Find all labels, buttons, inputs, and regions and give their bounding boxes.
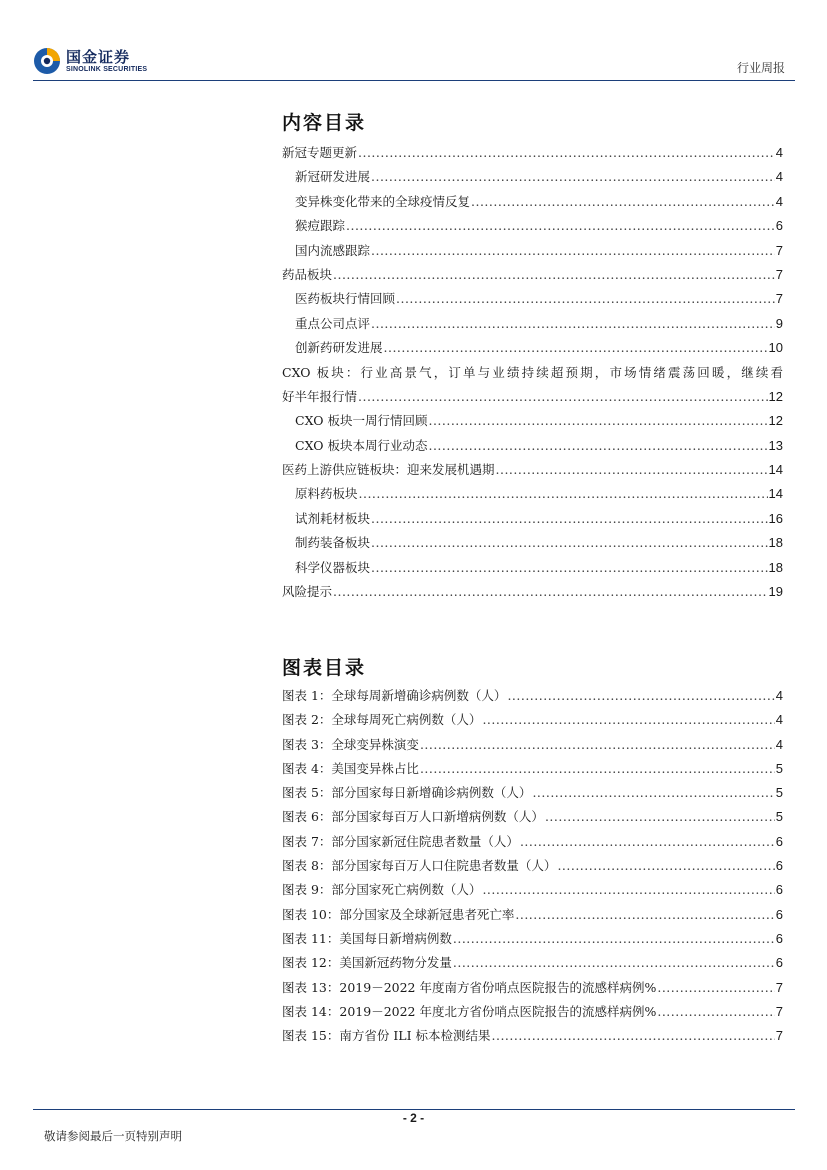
- figure-entry[interactable]: 图表 12：美国新冠药物分发量 ..... 6: [282, 953, 783, 977]
- toc-entry[interactable]: 国内流感跟踪 ..... 7: [282, 241, 783, 265]
- figure-entry[interactable]: 图表 1：全球每周新增确诊病例数（人） ..... 4: [282, 686, 783, 710]
- figure-entry[interactable]: 图表 7：部分国家新冠住院患者数量（人） ..... 6: [282, 832, 783, 856]
- toc-entry[interactable]: 医药板块行情回顾 ..... 7: [282, 289, 783, 313]
- toc-entry[interactable]: 好半年报行情 ..... 12: [282, 387, 783, 411]
- toc-entry[interactable]: CXO 板块本周行业动态 ..... 13: [282, 436, 783, 460]
- toc-entry[interactable]: 制药装备板块 ..... 18: [282, 533, 783, 557]
- list-of-figures: [282, 686, 783, 1050]
- figure-entry[interactable]: 图表 15：南方省份 ILI 标本检测结果 ..... 7: [282, 1026, 783, 1050]
- footer-divider: [33, 1109, 795, 1110]
- figure-entry[interactable]: 图表 13：2019－2022 年度南方省份哨点医院报告的流感样病例% ..... 7: [282, 978, 783, 1002]
- figure-entry[interactable]: 图表 14：2019－2022 年度北方省份哨点医院报告的流感样病例% ..... 7: [282, 1002, 783, 1026]
- figure-entry[interactable]: 图表 5：部分国家每日新增确诊病例数（人） ..... 5: [282, 783, 783, 807]
- figure-entry[interactable]: 图表 3：全球变异株演变 ..... 4: [282, 735, 783, 759]
- figure-entry[interactable]: 图表 4：美国变异株占比 ..... 5: [282, 759, 783, 783]
- toc-entry[interactable]: 猴痘跟踪 ..... 6: [282, 216, 783, 240]
- page-number: - 2 -: [402, 1111, 425, 1125]
- toc-entry[interactable]: CXO 板块一周行情回顾 ..... 12: [282, 411, 783, 435]
- figure-entry[interactable]: 图表 2：全球每周死亡病例数（人） ..... 4: [282, 710, 783, 734]
- toc-entry[interactable]: 原料药板块 ..... 14: [282, 484, 783, 508]
- toc-entry[interactable]: 药品板块 ..... 7: [282, 265, 783, 289]
- figures-title: 图表目录: [282, 657, 367, 679]
- toc-entry[interactable]: 重点公司点评 ..... 9: [282, 314, 783, 338]
- page-header: [0, 0, 827, 82]
- disclaimer-note: 敬请参阅最后一页特别声明: [44, 1129, 182, 1143]
- toc-entry[interactable]: 创新药研发进展 ..... 10: [282, 338, 783, 362]
- company-logo: [33, 47, 147, 75]
- figure-entry[interactable]: 图表 9：部分国家死亡病例数（人） ..... 6: [282, 880, 783, 904]
- logo-english-name: SINOLINK SECURITIES: [66, 65, 148, 73]
- report-type: 行业周报: [736, 61, 785, 75]
- toc-entry[interactable]: 变异株变化带来的全球疫情反复 ..... 4: [282, 192, 783, 216]
- sinolink-logo-icon: [33, 47, 61, 75]
- figure-entry[interactable]: 图表 11：美国每日新增病例数 ..... 6: [282, 929, 783, 953]
- logo-chinese-name: 国金证券: [66, 47, 131, 66]
- toc-entry[interactable]: 新冠专题更新 ..... 4: [282, 143, 783, 167]
- toc-entry-wrapped-line[interactable]: CXO 板块：行业高景气，订单与业绩持续超预期，市场情绪震荡回暖，继续看: [282, 364, 783, 380]
- header-divider: [33, 80, 795, 81]
- toc-entry[interactable]: 科学仪器板块 ..... 18: [282, 558, 783, 582]
- figure-entry[interactable]: 图表 6：部分国家每百万人口新增病例数（人） ..... 5: [282, 807, 783, 831]
- toc-entry[interactable]: 风险提示 ..... 19: [282, 582, 783, 606]
- table-of-contents: [282, 143, 783, 606]
- toc-entry[interactable]: 试剂耗材板块 ..... 16: [282, 509, 783, 533]
- toc-entry[interactable]: 新冠研发进展 ..... 4: [282, 167, 783, 191]
- toc-entry[interactable]: 医药上游供应链板块：迎来发展机遇期 ..... 14: [282, 460, 783, 484]
- figure-entry[interactable]: 图表 8：部分国家每百万人口住院患者数量（人） ..... 6: [282, 856, 783, 880]
- toc-title: 内容目录: [282, 112, 367, 134]
- figure-entry[interactable]: 图表 10：部分国家及全球新冠患者死亡率 ..... 6: [282, 905, 783, 929]
